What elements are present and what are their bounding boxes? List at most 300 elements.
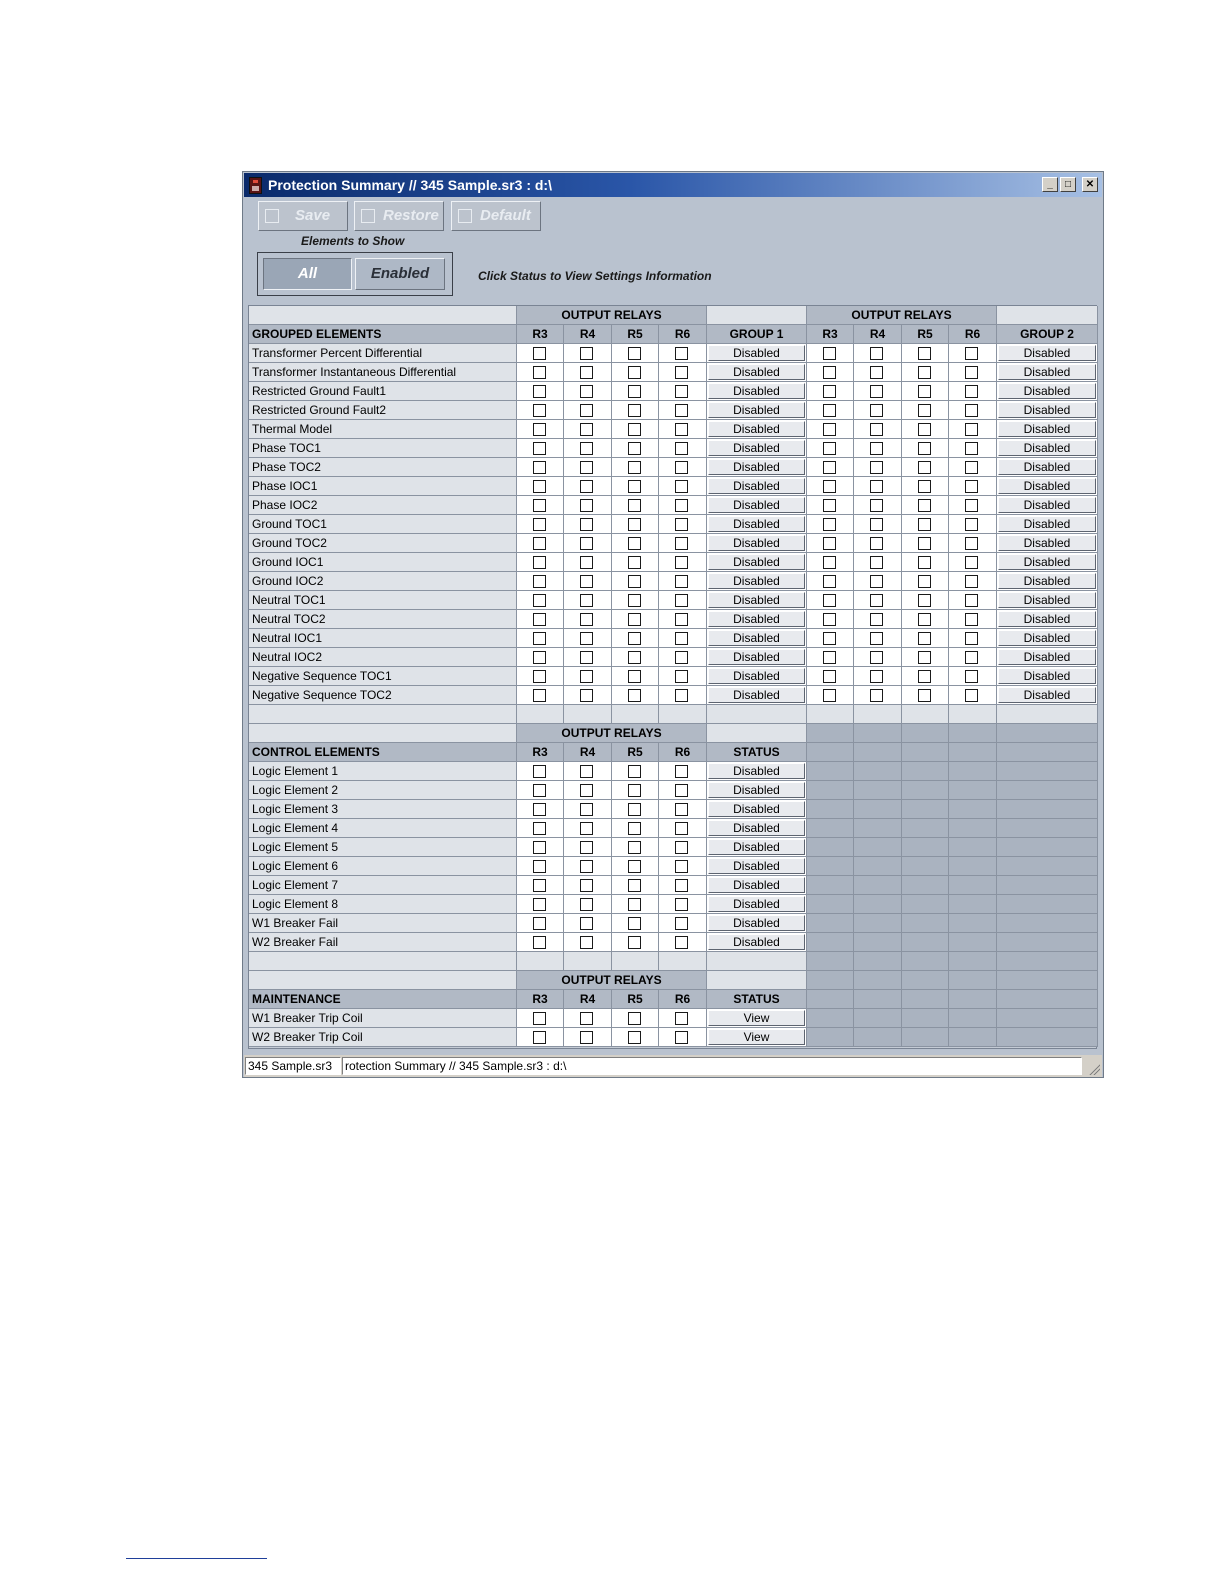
relay-checkbox[interactable] bbox=[823, 461, 836, 474]
relay-checkbox[interactable] bbox=[533, 537, 546, 550]
relay-checkbox[interactable] bbox=[965, 480, 978, 493]
element-name: Logic Element 7 bbox=[249, 876, 517, 895]
relay-checkbox[interactable] bbox=[533, 841, 546, 854]
relay-checkbox[interactable] bbox=[675, 1031, 688, 1044]
relay-checkbox[interactable] bbox=[675, 404, 688, 417]
relay-checkbox[interactable] bbox=[580, 822, 593, 835]
group2-status-button[interactable]: Disabled bbox=[998, 478, 1096, 494]
relay-checkbox[interactable] bbox=[533, 518, 546, 531]
relay-checkbox[interactable] bbox=[918, 347, 931, 360]
relay-checkbox[interactable] bbox=[533, 366, 546, 379]
group1-status-button[interactable]: Disabled bbox=[708, 668, 805, 684]
table-row bbox=[249, 857, 1098, 876]
group2-status-button[interactable]: Disabled bbox=[998, 497, 1096, 513]
relay-checkbox[interactable] bbox=[823, 632, 836, 645]
relay-checkbox[interactable] bbox=[675, 670, 688, 683]
relay-checkbox[interactable] bbox=[628, 480, 641, 493]
relay-checkbox[interactable] bbox=[580, 423, 593, 436]
relay-checkbox[interactable] bbox=[628, 651, 641, 664]
relay-checkbox[interactable] bbox=[870, 613, 883, 626]
relay-checkbox[interactable] bbox=[628, 936, 641, 949]
table-row bbox=[249, 382, 1098, 401]
relay-checkbox[interactable] bbox=[823, 518, 836, 531]
relay-checkbox[interactable] bbox=[580, 860, 593, 873]
relay-cell bbox=[612, 629, 659, 648]
relay-checkbox[interactable] bbox=[628, 917, 641, 930]
unused-cell bbox=[807, 743, 854, 762]
group2-status-cell bbox=[997, 686, 1098, 705]
relay-checkbox[interactable] bbox=[918, 480, 931, 493]
relay-checkbox[interactable] bbox=[675, 594, 688, 607]
relay-checkbox[interactable] bbox=[580, 784, 593, 797]
filter-all-button[interactable]: All bbox=[263, 258, 352, 290]
group2-status-button[interactable]: Disabled bbox=[998, 459, 1096, 475]
group1-status-button[interactable]: Disabled bbox=[708, 630, 805, 646]
spacer-cell bbox=[659, 705, 707, 724]
relay-checkbox[interactable] bbox=[918, 442, 931, 455]
relay-checkbox[interactable] bbox=[965, 499, 978, 512]
control-elements-status-button[interactable]: Disabled bbox=[708, 782, 805, 798]
relay-checkbox[interactable] bbox=[965, 632, 978, 645]
table-row bbox=[249, 952, 1098, 971]
relay-checkbox[interactable] bbox=[918, 423, 931, 436]
group1-status-button[interactable]: Disabled bbox=[708, 440, 805, 456]
relay-checkbox[interactable] bbox=[918, 556, 931, 569]
relay-checkbox[interactable] bbox=[965, 423, 978, 436]
group2-status-cell bbox=[997, 477, 1098, 496]
relay-checkbox[interactable] bbox=[870, 556, 883, 569]
relay-cell bbox=[659, 686, 707, 705]
relay-checkbox[interactable] bbox=[580, 347, 593, 360]
relay-checkbox[interactable] bbox=[580, 613, 593, 626]
group1-status-button[interactable]: Disabled bbox=[708, 592, 805, 608]
title-bar[interactable] bbox=[244, 173, 1102, 197]
relay-checkbox[interactable] bbox=[628, 1031, 641, 1044]
relay-checkbox[interactable] bbox=[965, 385, 978, 398]
relay-checkbox[interactable] bbox=[870, 537, 883, 550]
relay-checkbox[interactable] bbox=[533, 879, 546, 892]
control-elements-status-button[interactable]: Disabled bbox=[708, 858, 805, 874]
relay-checkbox[interactable] bbox=[965, 689, 978, 702]
relay-checkbox[interactable] bbox=[533, 594, 546, 607]
default-button[interactable] bbox=[451, 201, 541, 231]
relay-checkbox[interactable] bbox=[580, 841, 593, 854]
relay-checkbox[interactable] bbox=[675, 936, 688, 949]
relay-checkbox[interactable] bbox=[675, 442, 688, 455]
relay-checkbox[interactable] bbox=[965, 613, 978, 626]
relay-checkbox[interactable] bbox=[580, 518, 593, 531]
relay-checkbox[interactable] bbox=[628, 879, 641, 892]
control-elements-status-button[interactable]: Disabled bbox=[708, 820, 805, 836]
relay-cell bbox=[517, 667, 564, 686]
relay-checkbox[interactable] bbox=[675, 898, 688, 911]
group1-status-button[interactable]: Disabled bbox=[708, 535, 805, 551]
relay-checkbox[interactable] bbox=[628, 556, 641, 569]
unused-cell bbox=[854, 933, 902, 952]
relay-checkbox[interactable] bbox=[965, 537, 978, 550]
restore-button[interactable] bbox=[354, 201, 444, 231]
relay-checkbox[interactable] bbox=[823, 670, 836, 683]
relay-cell bbox=[949, 458, 997, 477]
relay-checkbox[interactable] bbox=[965, 404, 978, 417]
relay-checkbox[interactable] bbox=[675, 632, 688, 645]
relay-checkbox[interactable] bbox=[870, 461, 883, 474]
unused-cell bbox=[854, 895, 902, 914]
relay-checkbox[interactable] bbox=[533, 898, 546, 911]
relay-checkbox[interactable] bbox=[628, 841, 641, 854]
relay-checkbox[interactable] bbox=[675, 575, 688, 588]
relay-checkbox[interactable] bbox=[675, 822, 688, 835]
relay-checkbox[interactable] bbox=[870, 594, 883, 607]
group1-status-button[interactable]: Disabled bbox=[708, 649, 805, 665]
relay-checkbox[interactable] bbox=[533, 822, 546, 835]
relay-checkbox[interactable] bbox=[675, 651, 688, 664]
relay-checkbox[interactable] bbox=[533, 670, 546, 683]
group1-status-button[interactable]: Disabled bbox=[708, 421, 805, 437]
relay-checkbox[interactable] bbox=[823, 442, 836, 455]
relay-checkbox[interactable] bbox=[965, 651, 978, 664]
group1-status-cell bbox=[707, 439, 807, 458]
group2-status-button[interactable]: Disabled bbox=[998, 516, 1096, 532]
relay-checkbox[interactable] bbox=[823, 499, 836, 512]
relay-checkbox[interactable] bbox=[533, 860, 546, 873]
relay-checkbox[interactable] bbox=[580, 917, 593, 930]
table-row bbox=[249, 420, 1098, 439]
relay-checkbox[interactable] bbox=[965, 575, 978, 588]
relay-checkbox[interactable] bbox=[533, 385, 546, 398]
relay-checkbox[interactable] bbox=[675, 1012, 688, 1025]
group2-status-button[interactable]: Disabled bbox=[998, 535, 1096, 551]
relay-checkbox[interactable] bbox=[918, 689, 931, 702]
group1-status-button[interactable]: Disabled bbox=[708, 478, 805, 494]
relay-checkbox[interactable] bbox=[965, 594, 978, 607]
relay-checkbox[interactable] bbox=[533, 632, 546, 645]
relay-checkbox[interactable] bbox=[628, 423, 641, 436]
relay-checkbox[interactable] bbox=[918, 385, 931, 398]
control-elements-status-button[interactable]: Disabled bbox=[708, 763, 805, 779]
group1-status-button[interactable]: Disabled bbox=[708, 364, 805, 380]
relay-checkbox[interactable] bbox=[675, 537, 688, 550]
relay-checkbox[interactable] bbox=[580, 1012, 593, 1025]
relay-checkbox[interactable] bbox=[580, 1031, 593, 1044]
relay-checkbox[interactable] bbox=[580, 499, 593, 512]
relay-checkbox[interactable] bbox=[965, 518, 978, 531]
relay-checkbox[interactable] bbox=[675, 613, 688, 626]
relay-checkbox[interactable] bbox=[870, 423, 883, 436]
relay-checkbox[interactable] bbox=[628, 1012, 641, 1025]
relay-checkbox[interactable] bbox=[675, 860, 688, 873]
relay-checkbox[interactable] bbox=[870, 480, 883, 493]
relay-col-header: R4 bbox=[564, 743, 612, 762]
relay-checkbox[interactable] bbox=[823, 556, 836, 569]
resize-grip-icon[interactable] bbox=[1088, 1063, 1100, 1075]
relay-checkbox[interactable] bbox=[870, 575, 883, 588]
relay-checkbox[interactable] bbox=[628, 765, 641, 778]
relay-checkbox[interactable] bbox=[533, 404, 546, 417]
relay-cell bbox=[659, 762, 707, 781]
relay-checkbox[interactable] bbox=[533, 347, 546, 360]
relay-checkbox[interactable] bbox=[580, 556, 593, 569]
relay-checkbox[interactable] bbox=[870, 499, 883, 512]
relay-checkbox[interactable] bbox=[580, 632, 593, 645]
group1-status-button[interactable]: Disabled bbox=[708, 611, 805, 627]
element-name: Ground TOC1 bbox=[249, 515, 517, 534]
element-name: Restricted Ground Fault1 bbox=[249, 382, 517, 401]
group1-status-button[interactable]: Disabled bbox=[708, 459, 805, 475]
relay-checkbox[interactable] bbox=[580, 366, 593, 379]
relay-checkbox[interactable] bbox=[918, 594, 931, 607]
group2-status-button[interactable]: Disabled bbox=[998, 592, 1096, 608]
group2-status-button[interactable]: Disabled bbox=[998, 402, 1096, 418]
maintenance-status-button[interactable]: View bbox=[708, 1029, 805, 1045]
relay-checkbox[interactable] bbox=[533, 556, 546, 569]
control-elements-status-button[interactable]: Disabled bbox=[708, 877, 805, 893]
group2-status-button[interactable]: Disabled bbox=[998, 687, 1096, 703]
relay-cell bbox=[564, 591, 612, 610]
relay-checkbox[interactable] bbox=[823, 594, 836, 607]
relay-checkbox[interactable] bbox=[675, 461, 688, 474]
relay-checkbox[interactable] bbox=[580, 461, 593, 474]
relay-checkbox[interactable] bbox=[628, 860, 641, 873]
group1-status-button[interactable]: Disabled bbox=[708, 402, 805, 418]
relay-checkbox[interactable] bbox=[580, 879, 593, 892]
relay-checkbox[interactable] bbox=[675, 917, 688, 930]
group2-status-button[interactable]: Disabled bbox=[998, 611, 1096, 627]
relay-checkbox[interactable] bbox=[675, 347, 688, 360]
relay-checkbox[interactable] bbox=[580, 537, 593, 550]
relay-checkbox[interactable] bbox=[628, 385, 641, 398]
relay-checkbox[interactable] bbox=[870, 632, 883, 645]
relay-checkbox[interactable] bbox=[675, 385, 688, 398]
relay-checkbox[interactable] bbox=[965, 366, 978, 379]
relay-checkbox[interactable] bbox=[675, 556, 688, 569]
element-name: Negative Sequence TOC1 bbox=[249, 667, 517, 686]
relay-checkbox[interactable] bbox=[533, 442, 546, 455]
control-elements-status-button[interactable]: Disabled bbox=[708, 896, 805, 912]
relay-checkbox[interactable] bbox=[675, 366, 688, 379]
relay-checkbox[interactable] bbox=[870, 347, 883, 360]
relay-checkbox[interactable] bbox=[675, 765, 688, 778]
group1-status-button[interactable]: Disabled bbox=[708, 554, 805, 570]
spacer-cell bbox=[949, 705, 997, 724]
relay-checkbox[interactable] bbox=[580, 404, 593, 417]
relay-checkbox[interactable] bbox=[918, 518, 931, 531]
group1-status-button[interactable]: Disabled bbox=[708, 687, 805, 703]
table-row bbox=[249, 667, 1098, 686]
minimize-icon: _ bbox=[1047, 179, 1053, 190]
relay-checkbox[interactable] bbox=[870, 689, 883, 702]
relay-checkbox[interactable] bbox=[870, 518, 883, 531]
relay-checkbox[interactable] bbox=[628, 689, 641, 702]
relay-checkbox[interactable] bbox=[675, 803, 688, 816]
relay-cell bbox=[854, 553, 902, 572]
relay-checkbox[interactable] bbox=[628, 613, 641, 626]
group2-status-button[interactable]: Disabled bbox=[998, 630, 1096, 646]
relay-checkbox[interactable] bbox=[580, 898, 593, 911]
relay-checkbox[interactable] bbox=[628, 461, 641, 474]
relay-checkbox[interactable] bbox=[533, 917, 546, 930]
spacer-cell bbox=[517, 952, 564, 971]
relay-checkbox[interactable] bbox=[628, 898, 641, 911]
group2-status-button[interactable]: Disabled bbox=[998, 440, 1096, 456]
close-button[interactable] bbox=[1082, 177, 1098, 192]
relay-checkbox[interactable] bbox=[823, 575, 836, 588]
control-elements-status-button[interactable]: Disabled bbox=[708, 839, 805, 855]
relay-checkbox[interactable] bbox=[628, 784, 641, 797]
relay-checkbox[interactable] bbox=[533, 803, 546, 816]
relay-checkbox[interactable] bbox=[675, 841, 688, 854]
relay-checkbox[interactable] bbox=[823, 480, 836, 493]
relay-checkbox[interactable] bbox=[918, 575, 931, 588]
relay-checkbox[interactable] bbox=[823, 347, 836, 360]
relay-checkbox[interactable] bbox=[918, 613, 931, 626]
relay-checkbox[interactable] bbox=[580, 385, 593, 398]
relay-checkbox[interactable] bbox=[533, 651, 546, 664]
relay-checkbox[interactable] bbox=[580, 765, 593, 778]
relay-checkbox[interactable] bbox=[628, 594, 641, 607]
relay-checkbox[interactable] bbox=[675, 879, 688, 892]
relay-checkbox[interactable] bbox=[628, 404, 641, 417]
relay-checkbox[interactable] bbox=[533, 480, 546, 493]
group2-status-button[interactable]: Disabled bbox=[998, 554, 1096, 570]
relay-checkbox[interactable] bbox=[533, 1012, 546, 1025]
group2-status-button[interactable]: Disabled bbox=[998, 345, 1096, 361]
relay-checkbox[interactable] bbox=[533, 461, 546, 474]
group1-status-button[interactable]: Disabled bbox=[708, 516, 805, 532]
relay-checkbox[interactable] bbox=[870, 404, 883, 417]
header-spacer bbox=[249, 971, 517, 990]
save-button[interactable] bbox=[258, 201, 348, 231]
relay-checkbox[interactable] bbox=[533, 575, 546, 588]
relay-checkbox[interactable] bbox=[628, 822, 641, 835]
relay-checkbox[interactable] bbox=[965, 347, 978, 360]
relay-checkbox[interactable] bbox=[675, 423, 688, 436]
relay-checkbox[interactable] bbox=[675, 480, 688, 493]
relay-checkbox[interactable] bbox=[823, 404, 836, 417]
relay-checkbox[interactable] bbox=[870, 385, 883, 398]
relay-checkbox[interactable] bbox=[823, 366, 836, 379]
relay-checkbox[interactable] bbox=[628, 366, 641, 379]
relay-checkbox[interactable] bbox=[628, 442, 641, 455]
relay-checkbox[interactable] bbox=[580, 670, 593, 683]
group1-status-button[interactable]: Disabled bbox=[708, 573, 805, 589]
relay-checkbox[interactable] bbox=[533, 1031, 546, 1044]
relay-checkbox[interactable] bbox=[823, 613, 836, 626]
relay-checkbox[interactable] bbox=[965, 461, 978, 474]
relay-checkbox[interactable] bbox=[918, 537, 931, 550]
relay-checkbox[interactable] bbox=[533, 689, 546, 702]
relay-cell bbox=[807, 667, 854, 686]
relay-checkbox[interactable] bbox=[580, 594, 593, 607]
group1-status-cell bbox=[707, 382, 807, 401]
relay-checkbox[interactable] bbox=[628, 575, 641, 588]
table-row bbox=[249, 458, 1098, 477]
relay-checkbox[interactable] bbox=[580, 575, 593, 588]
relay-checkbox[interactable] bbox=[628, 518, 641, 531]
relay-checkbox[interactable] bbox=[823, 423, 836, 436]
relay-checkbox[interactable] bbox=[918, 651, 931, 664]
relay-checkbox[interactable] bbox=[918, 366, 931, 379]
relay-cell bbox=[517, 686, 564, 705]
group2-status-button[interactable]: Disabled bbox=[998, 364, 1096, 380]
relay-cell bbox=[517, 401, 564, 420]
group1-status-cell bbox=[707, 534, 807, 553]
relay-checkbox[interactable] bbox=[628, 632, 641, 645]
minimize-button[interactable] bbox=[1042, 177, 1058, 192]
relay-checkbox[interactable] bbox=[675, 499, 688, 512]
relay-cell bbox=[612, 1028, 659, 1047]
relay-checkbox[interactable] bbox=[628, 803, 641, 816]
relay-checkbox[interactable] bbox=[675, 784, 688, 797]
group2-status-button[interactable]: Disabled bbox=[998, 668, 1096, 684]
relay-checkbox[interactable] bbox=[823, 537, 836, 550]
control-elements-status-button[interactable]: Disabled bbox=[708, 934, 805, 950]
relay-checkbox[interactable] bbox=[675, 518, 688, 531]
relay-checkbox[interactable] bbox=[918, 632, 931, 645]
relay-checkbox[interactable] bbox=[918, 670, 931, 683]
group2-status-button[interactable]: Disabled bbox=[998, 383, 1096, 399]
relay-cell bbox=[517, 933, 564, 952]
relay-checkbox[interactable] bbox=[580, 936, 593, 949]
relay-checkbox[interactable] bbox=[965, 442, 978, 455]
relay-checkbox[interactable] bbox=[965, 556, 978, 569]
control-elements-status-cell bbox=[707, 838, 807, 857]
relay-checkbox[interactable] bbox=[965, 670, 978, 683]
relay-checkbox[interactable] bbox=[628, 670, 641, 683]
relay-checkbox[interactable] bbox=[533, 499, 546, 512]
relay-checkbox[interactable] bbox=[870, 442, 883, 455]
filter-enabled-button[interactable]: Enabled bbox=[355, 258, 445, 290]
group2-status-button[interactable]: Disabled bbox=[998, 649, 1096, 665]
relay-checkbox[interactable] bbox=[918, 461, 931, 474]
group2-status-button[interactable]: Disabled bbox=[998, 573, 1096, 589]
relay-checkbox[interactable] bbox=[823, 385, 836, 398]
relay-checkbox[interactable] bbox=[675, 689, 688, 702]
relay-checkbox[interactable] bbox=[580, 442, 593, 455]
relay-checkbox[interactable] bbox=[870, 651, 883, 664]
relay-checkbox[interactable] bbox=[580, 480, 593, 493]
relay-checkbox[interactable] bbox=[823, 651, 836, 664]
maintenance-status-button[interactable]: View bbox=[708, 1010, 805, 1026]
control-elements-status-button[interactable]: Disabled bbox=[708, 801, 805, 817]
relay-checkbox[interactable] bbox=[533, 613, 546, 626]
relay-checkbox[interactable] bbox=[823, 689, 836, 702]
relay-checkbox[interactable] bbox=[918, 499, 931, 512]
relay-checkbox[interactable] bbox=[628, 347, 641, 360]
relay-checkbox[interactable] bbox=[580, 689, 593, 702]
control-elements-status-cell bbox=[707, 800, 807, 819]
relay-checkbox[interactable] bbox=[870, 366, 883, 379]
relay-checkbox[interactable] bbox=[918, 404, 931, 417]
control-elements-status-button[interactable]: Disabled bbox=[708, 915, 805, 931]
element-name: Transformer Instantaneous Differential bbox=[249, 363, 517, 382]
relay-checkbox[interactable] bbox=[628, 537, 641, 550]
element-name: Phase IOC2 bbox=[249, 496, 517, 515]
relay-checkbox[interactable] bbox=[628, 499, 641, 512]
group1-status-button[interactable]: Disabled bbox=[708, 383, 805, 399]
maximize-button[interactable] bbox=[1060, 177, 1076, 192]
relay-checkbox[interactable] bbox=[533, 784, 546, 797]
relay-checkbox[interactable] bbox=[580, 651, 593, 664]
relay-checkbox[interactable] bbox=[533, 765, 546, 778]
relay-checkbox[interactable] bbox=[870, 670, 883, 683]
relay-checkbox[interactable] bbox=[533, 936, 546, 949]
relay-checkbox[interactable] bbox=[580, 803, 593, 816]
relay-checkbox[interactable] bbox=[533, 423, 546, 436]
group2-status-button[interactable]: Disabled bbox=[998, 421, 1096, 437]
group1-status-button[interactable]: Disabled bbox=[708, 345, 805, 361]
group1-status-button[interactable]: Disabled bbox=[708, 497, 805, 513]
